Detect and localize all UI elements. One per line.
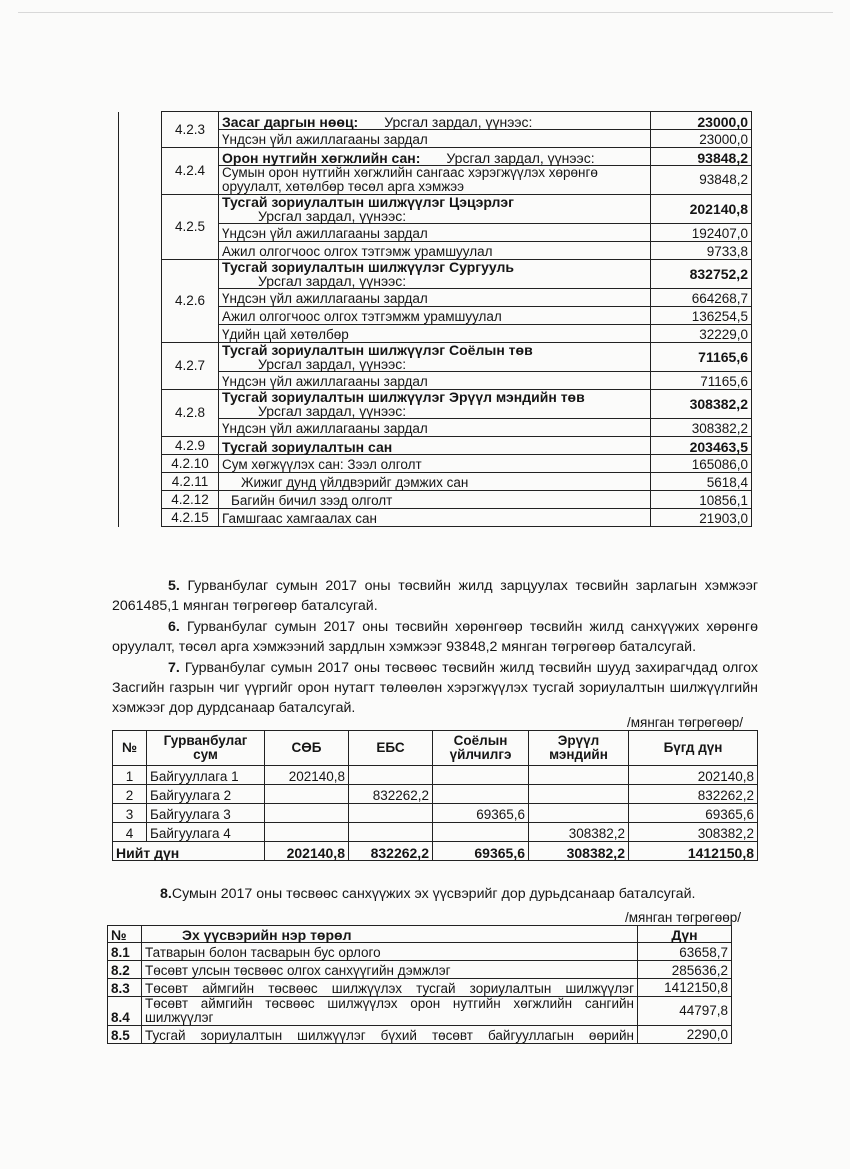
- transfer-total-sob: 202140,8: [265, 842, 349, 861]
- budget-code-cell: 4.2.4: [162, 148, 219, 195]
- budget-value-cell: 32229,0: [651, 325, 752, 343]
- budget-line-row: [119, 473, 752, 491]
- budget-label-cell: [219, 419, 651, 437]
- budget-line-label: Тусгай зориулалтын шилжүүлэг Соёлын төв: [222, 342, 533, 358]
- transfer-sob-value: 202140,8: [265, 766, 349, 785]
- source-row-number: 8.1: [108, 943, 142, 961]
- transfer-row: [113, 766, 758, 785]
- budget-value-cell: 9733,8: [651, 242, 752, 260]
- paragraph-6-text: Гурванбулаг сумын 2017 оны төсвийн хөрөнгөөр төсвийн жилд санхүүжих хөрөнгө оруулалт, төсөл арга хэмжээний зардлын хэмжээг 93848,2 мянган төгрөгөөр баталсугай.: [112, 619, 758, 655]
- budget-code-cell: 4.2.7: [162, 343, 219, 390]
- budget-left-margin-cell: [119, 112, 162, 527]
- budget-value-cell: 832752,2: [651, 260, 752, 289]
- budget-code-cell: 4.2.6: [162, 260, 219, 343]
- paragraph-6: [112, 617, 758, 657]
- budget-line-label: Жижиг дунд үйлдвэрийг дэмжих сан: [241, 475, 469, 490]
- source-row-number: 8.4: [108, 997, 142, 1026]
- budget-code-cell: 4.2.9: [162, 437, 219, 455]
- budget-line-label: Үндсэн үйл ажиллагааны зардал: [222, 226, 428, 241]
- source-amount: 2290,0: [638, 1026, 732, 1044]
- budget-value-cell: 203463,5: [651, 437, 752, 455]
- budget-code-cell: 4.2.3: [162, 112, 219, 148]
- source-name: Тусгай зориулалтын шилжүүлэг бүхий төсөвт байгууллагын өөрийн: [142, 1026, 638, 1044]
- budget-line-label: Гамшгаас хамгаалах сан: [222, 511, 377, 526]
- budget-line-subnote: Урсгал зардал, үүнээс:: [258, 356, 407, 372]
- transfer-total-value: 308382,2: [629, 823, 758, 842]
- source-row-number: 8.2: [108, 961, 142, 979]
- budget-line-row: [119, 455, 752, 473]
- budget-code-cell: 4.2.8: [162, 390, 219, 437]
- budget-line-label: Засаг даргын нөөц:: [222, 114, 359, 130]
- budget-line-label: Тусгай зориулалтын сан: [222, 439, 393, 455]
- source-col-name: Эх үүсвэрийн нэр төрөл: [142, 926, 638, 943]
- source-row-number: 8.5: [108, 1026, 142, 1044]
- budget-label-cell: [219, 491, 651, 509]
- paragraph-6-number: 6.: [168, 619, 180, 635]
- col-sum: Гурванбулаг сум: [147, 731, 265, 766]
- budget-value-cell: 202140,8: [651, 195, 752, 224]
- source-amount: 1412150,8: [638, 979, 732, 997]
- source-row: [108, 1026, 732, 1044]
- transfer-soyol-value: 69365,6: [433, 804, 529, 823]
- paragraph-5-number: 5.: [168, 578, 180, 594]
- budget-line-label: Багийн бичил зээд олголт: [231, 493, 393, 508]
- transfer-eruul-value: [529, 785, 629, 804]
- budget-value-cell: 136254,5: [651, 307, 752, 325]
- budget-line-subnote: Урсгал зардал, үүнээс:: [258, 208, 407, 224]
- budget-line-row: [119, 491, 752, 509]
- budget-line-label: Сумын орон нутгийн хөгжлийн сангаас хэрэгжүүлэх хөрөнгө оруулалт, хөтөлбөр төсөл арга хэмжээ: [222, 165, 598, 194]
- source-amount: 44797,8: [638, 997, 732, 1026]
- col-total: Бүгд дүн: [629, 731, 758, 766]
- funding-source-table: [107, 925, 732, 1044]
- transfer-header-row: [113, 731, 758, 766]
- budget-label-cell: [219, 307, 651, 325]
- transfer-soyol-value: [433, 766, 529, 785]
- transfer-row-number: 3: [113, 804, 147, 823]
- budget-code-cell: 4.2.5: [162, 195, 219, 260]
- transfer-sob-value: [265, 823, 349, 842]
- transfer-eruul-value: [529, 766, 629, 785]
- budget-line-subnote: Урсгал зардал, үүнээс:: [258, 273, 407, 289]
- transfer-total-soyol: 69365,6: [433, 842, 529, 861]
- budget-label-cell: [219, 325, 651, 343]
- budget-label-cell: [219, 455, 651, 473]
- source-name: Төсөвт аймгийн төсвөөс шилжүүлэх тусгай зориулалтын шилжүүлэг: [142, 979, 638, 997]
- budget-expenditure-table: [118, 111, 752, 527]
- transfer-sob-value: [265, 804, 349, 823]
- budget-line-label: Сум хөгжүүлэх сан: Зээл олголт: [222, 457, 422, 472]
- budget-line-row: [119, 343, 752, 372]
- budget-line-label: Орон нутгийн хөгжлийн сан:: [222, 150, 421, 166]
- source-row: [108, 943, 732, 961]
- transfer-grand-total: 1412150,8: [629, 842, 758, 861]
- budget-value-cell: 192407,0: [651, 224, 752, 242]
- paragraph-8-text: Сумын 2017 оны төсвөөс санхүүжих эх үүсвэрийг дор дурьдсанаар баталсугай.: [171, 886, 696, 902]
- budget-value-cell: 71165,6: [651, 372, 752, 390]
- budget-line-row: [119, 437, 752, 455]
- unit-label-2: /мянган төгрөгөөр/: [625, 910, 741, 925]
- col-sob: СӨБ: [265, 731, 349, 766]
- source-name: Татварын болон тасварын бус орлого: [142, 943, 638, 961]
- source-name: Төсөвт аймгийн төсвөөс шилжүүлэх орон нутгийн хөгжлийн сангийн шилжүүлэг: [142, 997, 638, 1026]
- col-no: №: [113, 731, 147, 766]
- paragraph-7: [112, 658, 758, 718]
- col-ebs: ЕБС: [349, 731, 433, 766]
- transfer-total-label: Нийт дүн: [113, 842, 265, 861]
- budget-line-label: Үндсэн үйл ажиллагааны зардал: [222, 291, 428, 306]
- source-row: [108, 979, 732, 997]
- source-row: [108, 961, 732, 979]
- budget-value-cell: 21903,0: [651, 509, 752, 527]
- budget-label-cell: [219, 390, 651, 419]
- transfer-row-number: 4: [113, 823, 147, 842]
- transfer-row: [113, 823, 758, 842]
- budget-line-label: Үндсэн үйл ажиллагааны зардал: [222, 132, 428, 147]
- budget-line-label: Тусгай зориулалтын шилжүүлэг Сургууль: [222, 259, 515, 275]
- budget-label-cell: [219, 224, 651, 242]
- source-amount: 285636,2: [638, 961, 732, 979]
- transfer-soyol-value: [433, 823, 529, 842]
- budget-code-cell: 4.2.15: [162, 509, 219, 527]
- transfer-row: [113, 804, 758, 823]
- budget-label-cell: [219, 242, 651, 260]
- budget-value-cell: 93848,2: [651, 148, 752, 166]
- budget-line-row: [119, 260, 752, 289]
- budget-value-cell: 308382,2: [651, 390, 752, 419]
- budget-line-row: [119, 509, 752, 527]
- budget-value-cell: 23000,0: [651, 112, 752, 130]
- paragraph-5: [112, 576, 758, 616]
- budget-label-cell: [219, 112, 651, 130]
- budget-line-row: [119, 148, 752, 166]
- unit-label-1: /мянган төгрөгөөр/: [627, 715, 743, 730]
- budget-label-cell: [219, 473, 651, 491]
- budget-value-cell: 308382,2: [651, 419, 752, 437]
- budget-code-cell: 4.2.12: [162, 491, 219, 509]
- budget-line-row: [119, 195, 752, 224]
- budget-line-label: Үндсэн үйл ажиллагааны зардал: [222, 421, 428, 436]
- transfer-row: [113, 785, 758, 804]
- budget-label-cell: [219, 343, 651, 372]
- budget-line-inline-note: Урсгал зардал, үүнээс:: [446, 150, 595, 166]
- paragraph-7-number: 7.: [168, 660, 180, 676]
- budget-line-label: Ажил олгогчоос олгох тэтгэмжм урамшуулал: [222, 309, 502, 324]
- budget-label-cell: [219, 148, 651, 166]
- budget-line-inline-note: Урсгал зардал, үүнээс:: [384, 114, 533, 130]
- source-header-row: [108, 926, 732, 943]
- budget-line-row: [119, 390, 752, 419]
- transfer-eruul-value: 308382,2: [529, 823, 629, 842]
- transfer-org-name: Байгууллага 1: [147, 766, 265, 785]
- source-name: Төсөвт улсын төсвөөс олгох санхүүгийн дэмжлэг: [142, 961, 638, 979]
- top-edge-line: [18, 12, 833, 13]
- col-eruul: Эрүүл мэндийн: [529, 731, 629, 766]
- budget-line-label: Тусгай зориулалтын шилжүүлэг Цэцэрлэг: [222, 194, 514, 210]
- budget-label-cell: [219, 289, 651, 307]
- transfer-row-number: 1: [113, 766, 147, 785]
- transfer-org-name: Байгуулагa 2: [147, 785, 265, 804]
- transfer-row-number: 2: [113, 785, 147, 804]
- budget-label-cell: [219, 372, 651, 390]
- budget-value-cell: 10856,1: [651, 491, 752, 509]
- budget-line-label: Тусгай зориулалтын шилжүүлэг Эрүүл мэндийн төв: [222, 389, 585, 405]
- budget-label-cell: [219, 260, 651, 289]
- transfer-ebs-value: [349, 766, 433, 785]
- budget-value-cell: 71165,6: [651, 343, 752, 372]
- transfer-total-value: 202140,8: [629, 766, 758, 785]
- budget-value-cell: 93848,2: [651, 166, 752, 195]
- transfer-org-name: Байгуулага 3: [147, 804, 265, 823]
- budget-value-cell: 664268,7: [651, 289, 752, 307]
- budget-code-cell: 4.2.10: [162, 455, 219, 473]
- transfer-eruul-value: [529, 804, 629, 823]
- source-col-amount: Дүн: [638, 926, 732, 943]
- paragraph-8-number: 8.: [160, 886, 172, 902]
- transfer-ebs-value: 832262,2: [349, 785, 433, 804]
- transfer-total-value: 832262,2: [629, 785, 758, 804]
- transfer-soyol-value: [433, 785, 529, 804]
- budget-line-label: Ажил олгогчоос олгох тэтгэмж урамшуулал: [222, 244, 493, 259]
- budget-label-cell: [219, 195, 651, 224]
- transfer-ebs-value: [349, 804, 433, 823]
- paragraph-5-text: Гурванбулаг сумын 2017 оны төсвийн жилд зарцуулах төсвийн зарлагын хэмжээг 2061485,1 мянган төгрөгөөр баталсугай.: [112, 578, 758, 614]
- source-amount: 63658,7: [638, 943, 732, 961]
- budget-line-subnote: Урсгал зардал, үүнээс:: [258, 403, 407, 419]
- budget-line-label: Үдийн цай хөтөлбөр: [222, 327, 349, 342]
- budget-label-cell: [219, 509, 651, 527]
- transfer-table: [112, 730, 758, 861]
- budget-line-label: Үндсэн үйл ажиллагааны зардал: [222, 374, 428, 389]
- budget-line-row: [119, 112, 752, 130]
- transfer-sob-value: [265, 785, 349, 804]
- budget-value-cell: 5618,4: [651, 473, 752, 491]
- source-col-no: №: [108, 926, 142, 943]
- source-row-number: 8.3: [108, 979, 142, 997]
- budget-label-cell: [219, 166, 651, 195]
- budget-label-cell: [219, 437, 651, 455]
- transfer-total-ebs: 832262,2: [349, 842, 433, 861]
- budget-value-cell: 23000,0: [651, 130, 752, 148]
- budget-code-cell: 4.2.11: [162, 473, 219, 491]
- transfer-total-eruul: 308382,2: [529, 842, 629, 861]
- budget-label-cell: [219, 130, 651, 148]
- paragraph-7-text: Гурванбулаг сумын 2017 оны төсвөөс төсвийн жилд төсвийн шууд захирагчдад олгох Засгийн газрын чиг үүргийг орон нутагт төлөөлөн хэрэгжүүлэх тусгай зориулалтын шилжүүлгийн хэмжээг дор дурдсанаар баталсугай.: [112, 660, 758, 716]
- paragraph-8: [112, 884, 752, 904]
- budget-value-cell: 165086,0: [651, 455, 752, 473]
- transfer-org-name: Байгуулага 4: [147, 823, 265, 842]
- transfer-ebs-value: [349, 823, 433, 842]
- col-soyol: Соёлын үйлчилгэ: [433, 731, 529, 766]
- transfer-total-row: [113, 842, 758, 861]
- transfer-total-value: 69365,6: [629, 804, 758, 823]
- source-row: [108, 997, 732, 1026]
